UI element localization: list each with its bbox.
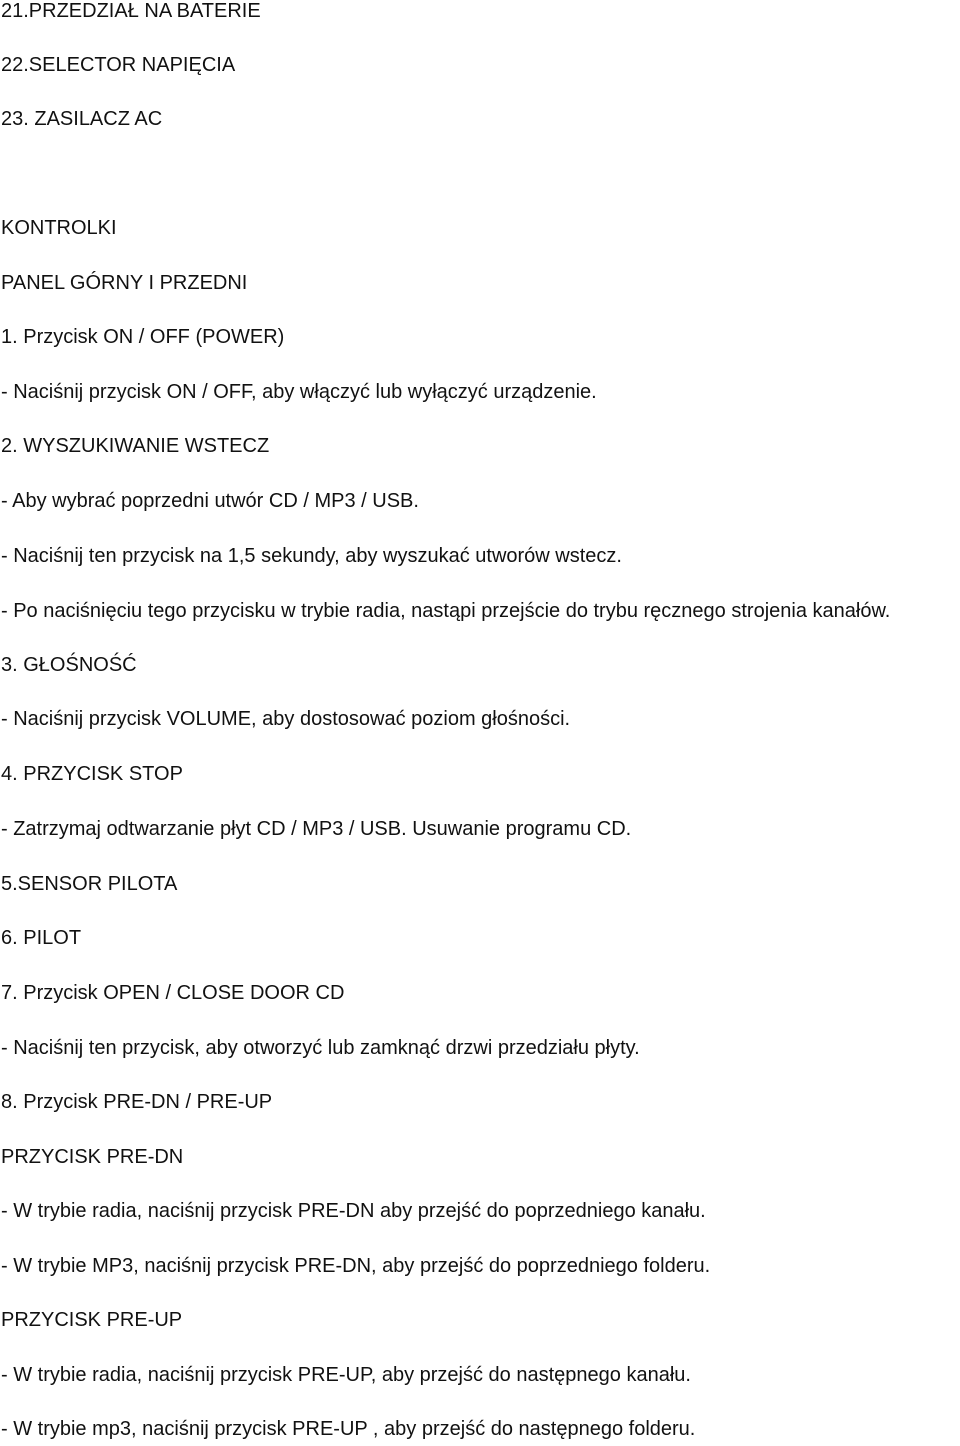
remote-sensor-item: 5.SENSOR PILOTA: [1, 873, 178, 895]
volume-description: - Naciśnij przycisk VOLUME, aby dostosować poziom głośności.: [1, 708, 571, 730]
battery-compartment-item: 21.PRZEDZIAŁ NA BATERIE: [1, 0, 261, 22]
pre-dn-heading: PRZYCISK PRE-DN: [1, 1146, 184, 1168]
controls-heading: KONTROLKI: [1, 217, 117, 239]
search-back-description-3: - Po naciśnięciu tego przycisku w trybie radia, nastąpi przejście do trybu ręcznego strojenia kanałów.: [1, 600, 891, 622]
ac-adapter-item: 23. ZASILACZ AC: [1, 108, 163, 130]
search-back-description-2: - Naciśnij ten przycisk na 1,5 sekundy, aby wyszukać utworów wstecz.: [1, 545, 622, 567]
pre-dn-mp3-description: - W trybie MP3, naciśnij przycisk PRE-DN, aby przejść do poprzedniego folderu.: [1, 1255, 711, 1277]
remote-item: 6. PILOT: [1, 927, 82, 949]
power-button-item: 1. Przycisk ON / OFF (POWER): [1, 326, 285, 348]
stop-button-description: - Zatrzymaj odtwarzanie płyt CD / MP3 / USB. Usuwanie programu CD.: [1, 818, 632, 840]
volume-item: 3. GŁOŚNOŚĆ: [1, 654, 137, 676]
pre-up-radio-description: - W trybie radia, naciśnij przycisk PRE-UP, aby przejść do następnego kanału.: [1, 1364, 691, 1386]
pre-up-mp3-description: - W trybie mp3, naciśnij przycisk PRE-UP , aby przejść do następnego folderu.: [1, 1418, 696, 1440]
power-button-description: - Naciśnij przycisk ON / OFF, aby włączyć lub wyłączyć urządzenie.: [1, 381, 597, 403]
top-front-panel-heading: PANEL GÓRNY I PRZEDNI: [1, 272, 248, 294]
open-close-door-description: - Naciśnij ten przycisk, aby otworzyć lub zamknąć drzwi przedziału płyty.: [1, 1037, 640, 1059]
search-back-item: 2. WYSZUKIWANIE WSTECZ: [1, 435, 270, 457]
voltage-selector-item: 22.SELECTOR NAPIĘCIA: [1, 54, 236, 76]
stop-button-item: 4. PRZYCISK STOP: [1, 763, 183, 785]
open-close-door-item: 7. Przycisk OPEN / CLOSE DOOR CD: [1, 982, 345, 1004]
pre-up-heading: PRZYCISK PRE-UP: [1, 1309, 183, 1331]
pre-dn-radio-description: - W trybie radia, naciśnij przycisk PRE-DN aby przejść do poprzedniego kanału.: [1, 1200, 706, 1222]
search-back-description-1: - Aby wybrać poprzedni utwór CD / MP3 / USB.: [1, 490, 419, 512]
pre-dn-pre-up-item: 8. Przycisk PRE-DN / PRE-UP: [1, 1091, 273, 1113]
